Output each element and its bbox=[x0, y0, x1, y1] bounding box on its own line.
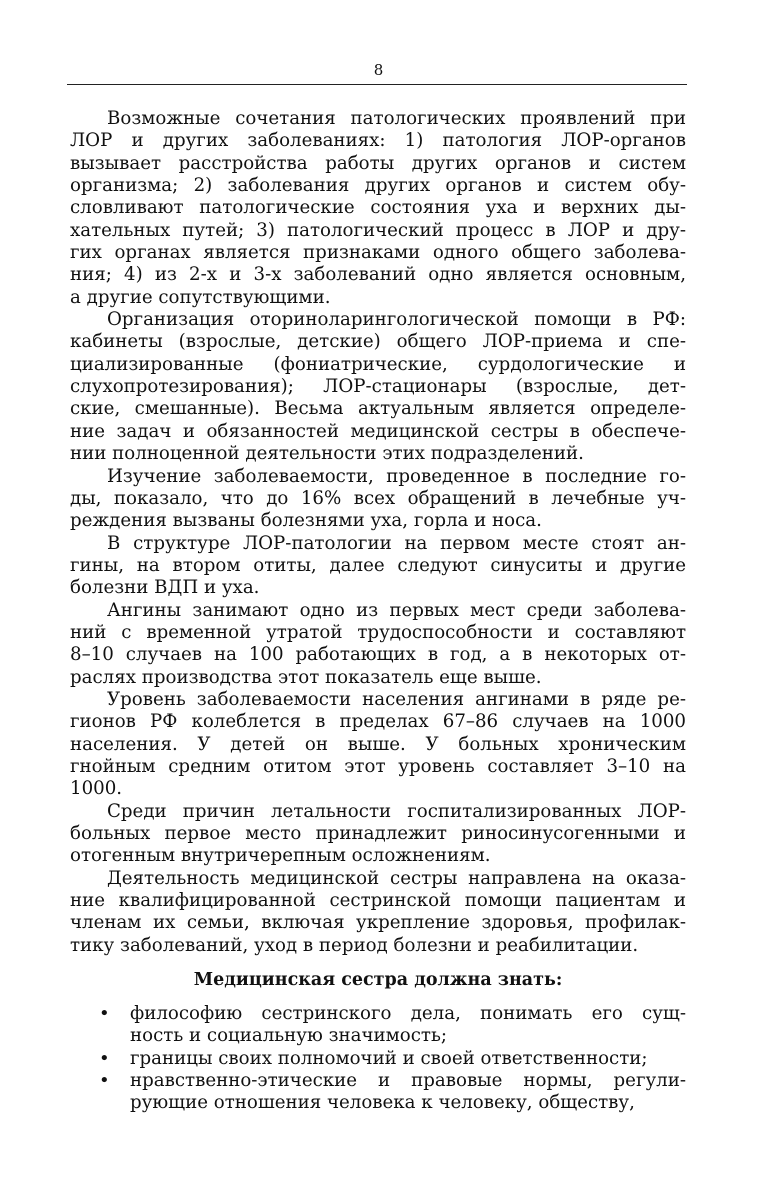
paragraph-line: больных первое место принадлежит риносинусогенными и bbox=[70, 823, 686, 844]
paragraphs bbox=[70, 108, 686, 957]
paragraph-line: вызывает расстройства работы других органов и систем bbox=[70, 152, 686, 174]
bullet-line: рующие отношения человека к человеку, обществу, bbox=[130, 1092, 635, 1114]
paragraph-line: ний с временной утратой трудоспособности и составляют bbox=[70, 621, 686, 643]
paragraph-line: гих органах является признаками одного общего заболева- bbox=[70, 242, 686, 264]
paragraph-line: В структуре ЛОР-патологии на первом месте стоят ан- bbox=[107, 532, 686, 554]
paragraph-line: 8–10 случаев на 100 работающих в год, а в некоторых от- bbox=[70, 644, 686, 666]
paragraph bbox=[70, 108, 686, 309]
bullet-icon: • bbox=[99, 1003, 110, 1025]
page-number: 8 bbox=[373, 61, 384, 79]
paragraph bbox=[70, 868, 686, 957]
bullet-line: границы своих полномочий и своей ответственности; bbox=[130, 1047, 648, 1069]
paragraph-line: раслях производства этот показатель еще выше. bbox=[70, 666, 542, 688]
paragraph-line: гнойным средним отитом этот уровень составляет 3–10 на bbox=[70, 755, 686, 777]
section-heading: Медицинская сестра должна знать: bbox=[193, 970, 563, 991]
paragraph-line: ЛОР и других заболеваниях: 1) патология ЛОР-органов bbox=[70, 130, 686, 152]
paragraph-line: членам их семьи, включая укрепление здоровья, профилак- bbox=[70, 912, 686, 934]
bullet-line: философию сестринского дела, понимать его сущ- bbox=[130, 1003, 686, 1025]
paragraph-line: реждения вызваны болезнями уха, горла и носа. bbox=[70, 510, 542, 532]
paragraph-line: Среди причин летальности госпитализированных ЛОР- bbox=[107, 800, 686, 822]
paragraph-line: ды, показало, что до 16% всех обращений в лечебные уч- bbox=[70, 487, 686, 509]
paragraph-line: слухопротезирования); ЛОР-стационары (взрослые, дет- bbox=[70, 376, 686, 398]
paragraph bbox=[70, 801, 686, 868]
paragraph-line: кабинеты (взрослые, детские) общего ЛОР-приема и спе- bbox=[70, 331, 686, 353]
bullet-icon: • bbox=[99, 1070, 110, 1092]
bullet-item bbox=[70, 1048, 686, 1070]
paragraph-line: словливают патологические состояния уха и верхних ды- bbox=[70, 197, 686, 219]
paragraph-line: отогенным внутричерепным осложнениям. bbox=[70, 845, 491, 867]
header-rule bbox=[67, 84, 687, 85]
paragraph bbox=[70, 466, 686, 533]
bullet-icon: • bbox=[99, 1047, 110, 1069]
paragraph-line: Изучение заболеваемости, проведенное в последние го- bbox=[107, 465, 686, 487]
bullet-list bbox=[70, 1003, 686, 1115]
paragraph-line: организма; 2) заболевания других органов и систем обу- bbox=[70, 175, 686, 197]
paragraph-line: ние квалифицированной сестринской помощи пациентам и bbox=[70, 890, 686, 912]
paragraph-line: ние задач и обязанностей медицинской сестры в обеспече- bbox=[70, 420, 686, 442]
paragraph-line: тику заболеваний, уход в период болезни и реабилитации. bbox=[70, 934, 639, 956]
paragraph-line: гины, на втором отиты, далее следуют синуситы и другие bbox=[70, 554, 686, 576]
paragraph-line: нии полноценной деятельности этих подразделений. bbox=[70, 443, 584, 465]
paragraph-line: Ангины занимают одно из первых мест среди заболева- bbox=[107, 599, 686, 621]
paragraph-line: Организация оториноларингологической помощи в РФ: bbox=[107, 309, 686, 331]
paragraph bbox=[70, 533, 686, 600]
paragraph-line: Возможные сочетания патологических проявлений при bbox=[107, 108, 686, 129]
paragraph-line: ния; 4) из 2-х и 3-х заболеваний одно является основным, bbox=[70, 264, 686, 286]
bullet-line: нравственно-этические и правовые нормы, регули- bbox=[130, 1070, 686, 1092]
paragraph bbox=[70, 689, 686, 801]
paragraph-line: Деятельность медицинской сестры направлена на оказа- bbox=[107, 867, 686, 889]
paragraph-line: Уровень заболеваемости населения ангинами в ряде ре- bbox=[107, 688, 686, 710]
bullet-line: ность и социальную значимость; bbox=[130, 1025, 448, 1047]
paragraph-line: хательных путей; 3) патологический процесс в ЛОР и дру- bbox=[70, 219, 686, 241]
bullet-item bbox=[70, 1070, 686, 1115]
paragraph-line: болезни ВДП и уха. bbox=[70, 577, 260, 599]
body-text bbox=[70, 108, 686, 1115]
paragraph-line: а другие сопутствующими. bbox=[70, 286, 331, 308]
bullet-item bbox=[70, 1003, 686, 1048]
paragraph-line: циализированные (фониатрические, сурдологические и bbox=[70, 353, 686, 375]
paragraph-line: ские, смешанные). Весьма актуальным является определе- bbox=[70, 398, 686, 420]
paragraph-line: 1000. bbox=[70, 778, 123, 800]
paragraph bbox=[70, 309, 686, 465]
paragraph bbox=[70, 600, 686, 689]
paragraph-line: населения. У детей он выше. У больных хроническим bbox=[70, 733, 686, 755]
paragraph-line: гионов РФ колеблется в пределах 67–86 случаев на 1000 bbox=[70, 711, 686, 733]
